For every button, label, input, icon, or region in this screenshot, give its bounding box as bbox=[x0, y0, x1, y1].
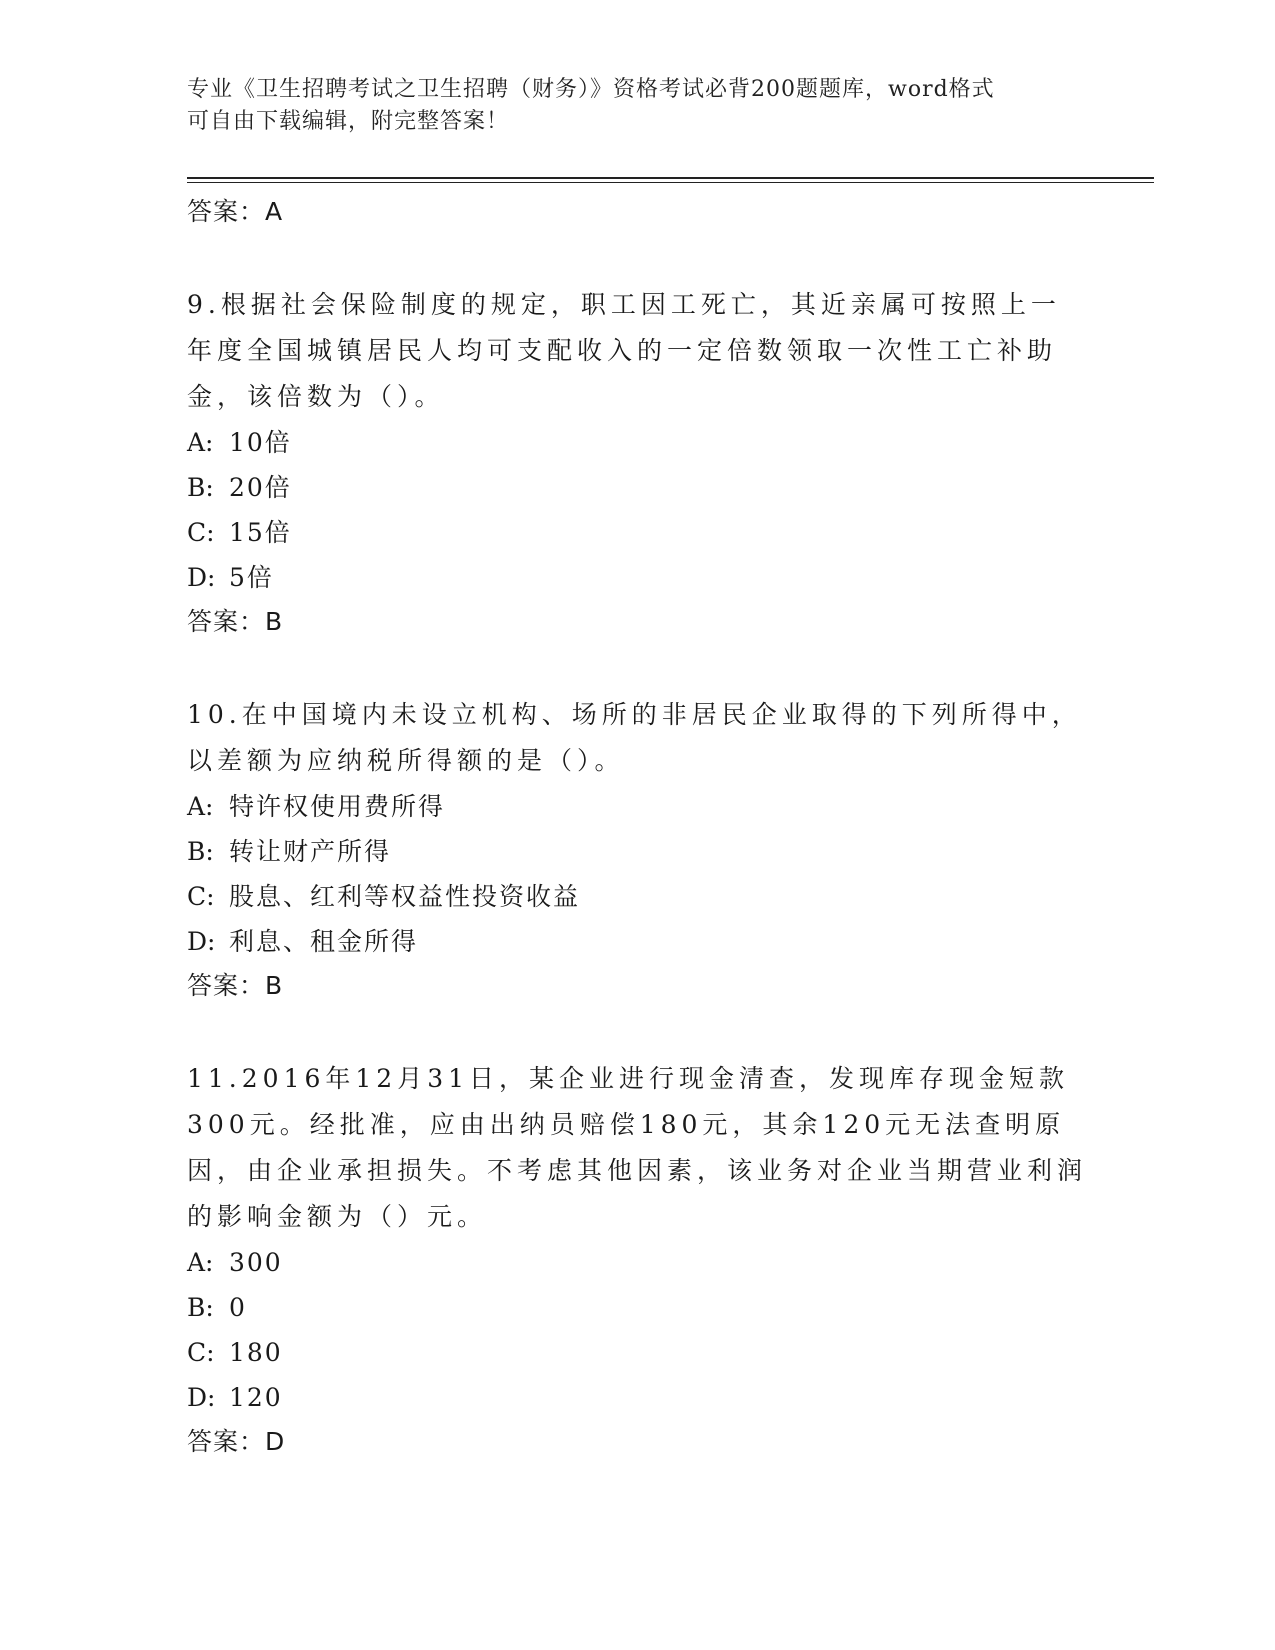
option-d bbox=[187, 1375, 1087, 1420]
option-text: 转让财产所得 bbox=[229, 837, 392, 866]
option-key: D: bbox=[187, 563, 216, 592]
option-a bbox=[187, 1240, 1087, 1285]
option-key: D: bbox=[187, 927, 216, 956]
page-header bbox=[187, 74, 1067, 138]
question-text: 11.2016年12月31日，某企业进行现金清查，发现库存现金短款300元。经批准，应由出纳员赔偿180元，其余120元无法查明原因，由企业承担损失。不考虑其他因素，该业务对企业当期营业利润的影响金额为（）元。 bbox=[187, 1064, 1088, 1231]
answer-line: 答案：A bbox=[187, 197, 284, 226]
question-text: 9.根据社会保险制度的规定，职工因工死亡，其近亲属可按照上一年度全国城镇居民人均可支配收入的一定倍数领取一次性工亡补助金，该倍数为（）。 bbox=[187, 290, 1061, 411]
question-content bbox=[187, 190, 1087, 1464]
option-d bbox=[187, 555, 1087, 600]
block-gap bbox=[187, 1008, 1087, 1056]
option-key: D: bbox=[187, 1383, 216, 1412]
option-text: 股息、红利等权益性投资收益 bbox=[229, 882, 581, 911]
block-gap bbox=[187, 234, 1087, 282]
option-b bbox=[187, 829, 1087, 874]
answer-line: 答案：B bbox=[187, 971, 284, 1000]
question-block bbox=[187, 692, 1087, 1008]
answer-line: 答案：B bbox=[187, 607, 284, 636]
option-text: 15倍 bbox=[229, 518, 292, 547]
option-key: C: bbox=[187, 882, 215, 911]
option-key: C: bbox=[187, 1338, 215, 1367]
option-key: A: bbox=[187, 428, 214, 457]
option-text: 5倍 bbox=[229, 563, 274, 592]
header-divider-thin bbox=[187, 182, 1154, 183]
option-d bbox=[187, 919, 1087, 964]
question-text: 10.在中国境内未设立机构、场所的非居民企业取得的下列所得中，以差额为应纳税所得额的是（）。 bbox=[187, 700, 1082, 775]
question-block bbox=[187, 1056, 1087, 1464]
option-text: 10倍 bbox=[229, 428, 292, 457]
option-b bbox=[187, 1285, 1087, 1330]
option-text: 300 bbox=[229, 1248, 283, 1277]
option-a bbox=[187, 784, 1087, 829]
option-text: 利息、租金所得 bbox=[229, 927, 419, 956]
option-key: B: bbox=[187, 473, 214, 502]
option-text: 特许权使用费所得 bbox=[229, 792, 446, 821]
option-key: A: bbox=[187, 792, 214, 821]
block-gap bbox=[187, 644, 1087, 692]
option-b bbox=[187, 465, 1087, 510]
option-text: 20倍 bbox=[229, 473, 292, 502]
answer-line: 答案：D bbox=[187, 1427, 286, 1456]
option-key: B: bbox=[187, 837, 214, 866]
option-key: A: bbox=[187, 1248, 214, 1277]
option-c bbox=[187, 1330, 1087, 1375]
header-title-line-1: 专业《卫生招聘考试之卫生招聘（财务）》资格考试必背200题题库，word格式 bbox=[187, 77, 995, 102]
header-divider-thick bbox=[187, 177, 1154, 179]
option-a bbox=[187, 420, 1087, 465]
option-key: B: bbox=[187, 1293, 214, 1322]
option-key: C: bbox=[187, 518, 215, 547]
option-c bbox=[187, 510, 1087, 555]
question-block bbox=[187, 282, 1087, 644]
option-text: 180 bbox=[229, 1338, 283, 1367]
header-title-line-2: 可自由下载编辑，附完整答案！ bbox=[187, 109, 510, 134]
option-text: 0 bbox=[229, 1293, 247, 1322]
option-c bbox=[187, 874, 1087, 919]
option-text: 120 bbox=[229, 1383, 283, 1412]
